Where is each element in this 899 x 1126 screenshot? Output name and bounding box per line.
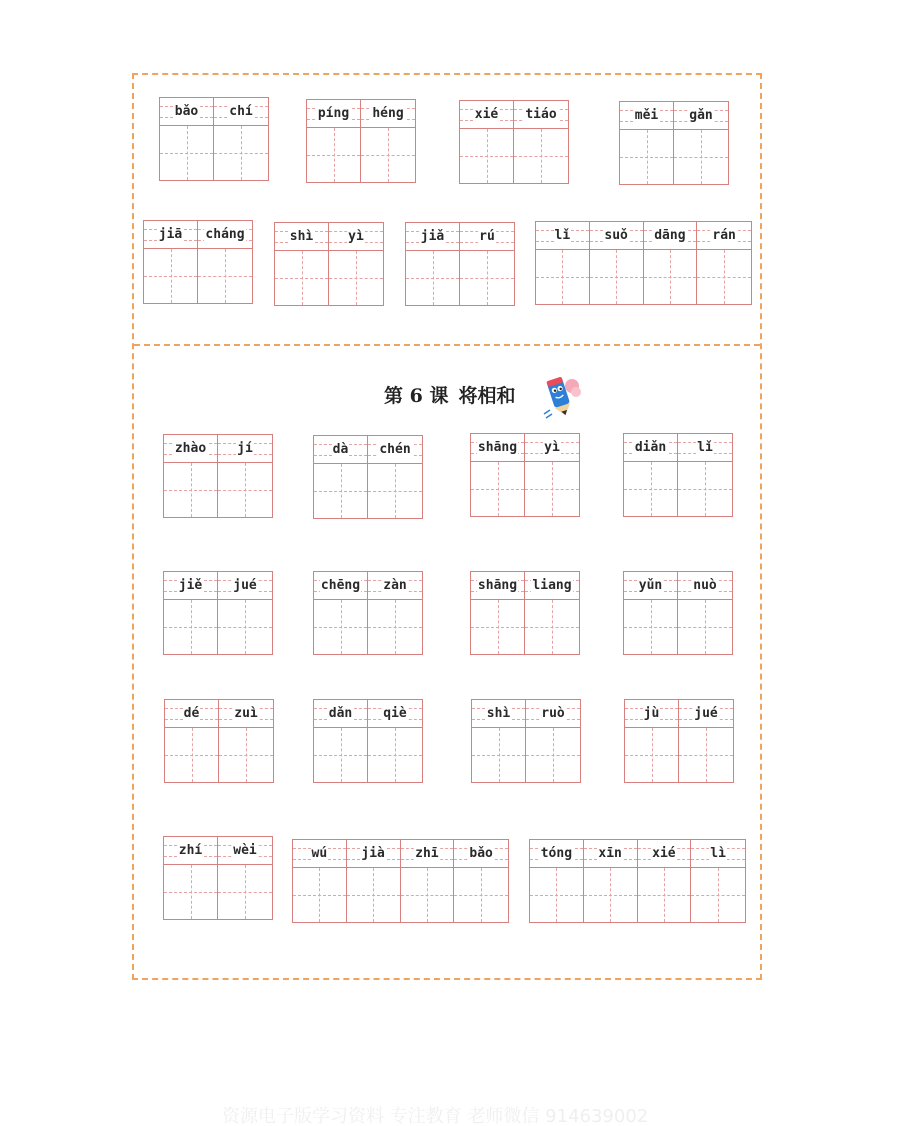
pinyin-label-row — [219, 700, 273, 728]
pinyin-label-row — [218, 837, 272, 865]
pinyin-label: dé — [183, 706, 200, 721]
writing-square[interactable] — [526, 728, 580, 782]
pinyin-label-row — [624, 434, 677, 462]
character-cell — [160, 98, 214, 180]
character-cell — [368, 572, 422, 654]
character-cell — [678, 434, 732, 516]
pinyin-label: zuì — [234, 706, 258, 721]
writing-square[interactable] — [314, 600, 367, 654]
pinyin-label-row — [530, 840, 583, 868]
character-cell — [525, 434, 579, 516]
writing-square[interactable] — [198, 249, 252, 303]
word-writing-box — [164, 699, 274, 783]
character-cell — [620, 102, 674, 184]
pinyin-label: zhí — [178, 843, 203, 858]
pinyin-label: héng — [372, 106, 404, 121]
pinyin-label: jué — [694, 706, 718, 721]
word-writing-box — [163, 571, 273, 655]
character-cell — [471, 572, 525, 654]
pinyin-label-row — [218, 435, 272, 463]
writing-square[interactable] — [368, 728, 422, 782]
character-cell — [368, 700, 422, 782]
pinyin-label: rú — [479, 229, 495, 244]
word-writing-box — [529, 839, 746, 923]
writing-square[interactable] — [471, 462, 524, 516]
pinyin-label-row — [625, 700, 678, 728]
pinyin-label-row — [164, 435, 217, 463]
writing-square[interactable] — [460, 129, 513, 183]
lesson-number: 第 6 课 — [384, 384, 449, 407]
writing-square[interactable] — [164, 865, 217, 919]
pinyin-label: tiáo — [525, 107, 557, 122]
pinyin-label-row — [472, 700, 525, 728]
writing-square[interactable] — [624, 462, 677, 516]
writing-square[interactable] — [347, 868, 400, 922]
pinyin-label-row — [361, 100, 415, 128]
character-cell — [624, 434, 678, 516]
writing-square[interactable] — [214, 126, 268, 180]
pinyin-label-row — [214, 98, 268, 126]
pinyin-label-row — [218, 572, 272, 600]
pinyin-label: jiā — [158, 227, 183, 242]
pinyin-label: chí — [229, 104, 253, 119]
character-cell — [406, 223, 460, 305]
writing-square[interactable] — [620, 130, 673, 184]
writing-square[interactable] — [644, 250, 697, 304]
character-cell — [590, 222, 644, 304]
writing-square[interactable] — [219, 728, 273, 782]
writing-square[interactable] — [536, 250, 589, 304]
character-cell — [625, 700, 679, 782]
character-cell — [347, 840, 401, 922]
pinyin-label: tóng — [540, 846, 573, 861]
character-cell — [314, 572, 368, 654]
pinyin-label: dāng — [654, 228, 686, 243]
pinyin-label: shì — [486, 706, 511, 721]
pinyin-label-row — [525, 434, 579, 462]
writing-square[interactable] — [525, 600, 579, 654]
word-writing-box — [623, 433, 733, 517]
section-divider — [134, 344, 760, 346]
word-writing-box — [471, 699, 581, 783]
character-cell — [307, 100, 361, 182]
character-cell — [514, 101, 568, 183]
writing-square[interactable] — [144, 249, 197, 303]
writing-square[interactable] — [679, 728, 733, 782]
pinyin-label: shì — [289, 229, 314, 244]
pinyin-label: jiǎ — [420, 229, 445, 244]
writing-square[interactable] — [275, 251, 328, 305]
writing-square[interactable] — [514, 129, 568, 183]
word-writing-box — [470, 571, 580, 655]
character-cell — [314, 700, 368, 782]
character-cell — [460, 101, 514, 183]
writing-square[interactable] — [406, 251, 459, 305]
writing-square[interactable] — [368, 600, 422, 654]
character-cell — [679, 700, 733, 782]
pinyin-label-row — [644, 222, 697, 250]
word-writing-box — [313, 435, 423, 519]
writing-square[interactable] — [361, 128, 415, 182]
pinyin-label: lì — [710, 846, 726, 861]
character-cell — [198, 221, 252, 303]
writing-square[interactable] — [624, 600, 677, 654]
writing-square[interactable] — [625, 728, 678, 782]
character-cell — [674, 102, 728, 184]
character-cell — [218, 572, 272, 654]
pinyin-label: dà — [332, 442, 349, 457]
writing-square[interactable] — [638, 868, 691, 922]
character-cell — [644, 222, 698, 304]
pinyin-label: suǒ — [604, 228, 628, 243]
pinyin-label: gǎn — [689, 108, 713, 123]
pinyin-label: rán — [712, 228, 736, 243]
pinyin-label-row — [160, 98, 213, 126]
character-cell — [144, 221, 198, 303]
pinyin-label-row — [536, 222, 589, 250]
writing-square[interactable] — [697, 250, 751, 304]
character-cell — [214, 98, 268, 180]
word-writing-box — [143, 220, 253, 304]
pinyin-label-row — [674, 102, 728, 130]
pinyin-label: diǎn — [634, 440, 667, 455]
pinyin-label: jià — [361, 846, 385, 861]
pinyin-label-row — [347, 840, 400, 868]
character-cell — [218, 837, 272, 919]
pinyin-label: dǎn — [328, 706, 353, 721]
writing-square[interactable] — [329, 251, 383, 305]
word-writing-box — [405, 222, 515, 306]
character-cell — [164, 435, 218, 517]
character-cell — [361, 100, 415, 182]
writing-square[interactable] — [454, 868, 508, 922]
pinyin-label-row — [144, 221, 197, 249]
pinyin-label: měi — [634, 108, 659, 123]
character-cell — [472, 700, 526, 782]
pinyin-label: zhī — [415, 846, 439, 861]
pinyin-label-row — [590, 222, 643, 250]
pencil-mascot-icon — [538, 374, 586, 420]
pinyin-label-row — [329, 223, 383, 251]
watermark: 资源电子版学习资料 专注教育 老师微信 914639002 — [222, 1106, 649, 1126]
pinyin-label: wèi — [233, 843, 257, 858]
writing-square[interactable] — [164, 463, 217, 517]
pinyin-label-row — [368, 700, 422, 728]
word-writing-box — [623, 571, 733, 655]
character-cell — [697, 222, 751, 304]
pinyin-label: chēng — [320, 578, 361, 593]
pinyin-label: xīn — [598, 846, 622, 861]
character-cell — [401, 840, 455, 922]
word-writing-box — [292, 839, 509, 923]
writing-square[interactable] — [218, 463, 272, 517]
pinyin-label-row — [164, 837, 217, 865]
writing-square[interactable] — [218, 600, 272, 654]
writing-square[interactable] — [691, 868, 745, 922]
character-cell — [638, 840, 692, 922]
pinyin-label-row — [198, 221, 252, 249]
writing-square[interactable] — [218, 865, 272, 919]
writing-square[interactable] — [164, 600, 217, 654]
pinyin-label: yì — [544, 440, 560, 455]
character-cell — [165, 700, 219, 782]
character-cell — [678, 572, 732, 654]
word-writing-box — [159, 97, 269, 181]
word-writing-box — [619, 101, 729, 185]
pinyin-label-row — [293, 840, 346, 868]
pinyin-label-row — [460, 223, 514, 251]
pinyin-label-row — [471, 572, 524, 600]
pinyin-label: lǐ — [697, 440, 713, 455]
pinyin-label: jiě — [178, 578, 203, 593]
writing-square[interactable] — [165, 728, 218, 782]
word-writing-box — [313, 699, 423, 783]
pinyin-label: jué — [233, 578, 257, 593]
pinyin-label-row — [624, 572, 677, 600]
character-cell — [584, 840, 638, 922]
pinyin-label-row — [460, 101, 513, 129]
word-writing-box — [624, 699, 734, 783]
writing-square[interactable] — [472, 728, 525, 782]
character-cell — [164, 837, 218, 919]
character-cell — [218, 435, 272, 517]
writing-square[interactable] — [530, 868, 583, 922]
pinyin-label-row — [307, 100, 360, 128]
pinyin-label: zàn — [383, 578, 407, 593]
word-writing-box — [163, 434, 273, 518]
writing-square[interactable] — [368, 464, 422, 518]
character-cell — [471, 434, 525, 516]
word-writing-box — [470, 433, 580, 517]
character-cell — [525, 572, 579, 654]
pinyin-label-row — [406, 223, 459, 251]
character-cell — [164, 572, 218, 654]
writing-square[interactable] — [674, 130, 728, 184]
pinyin-label: bǎo — [174, 104, 199, 119]
writing-square[interactable] — [678, 462, 732, 516]
writing-square[interactable] — [471, 600, 524, 654]
pinyin-label: nuò — [693, 578, 717, 593]
pinyin-label: shāng — [477, 440, 518, 455]
word-writing-box — [459, 100, 569, 184]
pinyin-label-row — [471, 434, 524, 462]
pinyin-label-row — [620, 102, 673, 130]
pinyin-label: chén — [379, 442, 411, 457]
character-cell — [536, 222, 590, 304]
pinyin-label: jù — [643, 706, 660, 721]
writing-square[interactable] — [293, 868, 346, 922]
pinyin-label-row — [275, 223, 328, 251]
pinyin-label: píng — [317, 106, 350, 121]
character-cell — [275, 223, 329, 305]
pinyin-label-row — [678, 434, 732, 462]
pinyin-label-row — [584, 840, 637, 868]
pinyin-label: bǎo — [469, 846, 493, 861]
pinyin-label-row — [697, 222, 751, 250]
character-cell — [624, 572, 678, 654]
writing-square[interactable] — [314, 464, 367, 518]
word-writing-box — [535, 221, 752, 305]
pinyin-label-row — [314, 700, 367, 728]
pinyin-label: cháng — [205, 227, 245, 242]
writing-square[interactable] — [307, 128, 360, 182]
pinyin-label-row — [164, 572, 217, 600]
character-cell — [293, 840, 347, 922]
pinyin-label-row — [678, 572, 732, 600]
writing-square[interactable] — [584, 868, 637, 922]
pinyin-label-row — [314, 436, 367, 464]
character-cell — [526, 700, 580, 782]
pinyin-label-row — [514, 101, 568, 129]
character-cell — [314, 436, 368, 518]
writing-square[interactable] — [678, 600, 732, 654]
pinyin-label-row — [165, 700, 218, 728]
pinyin-label: jí — [237, 441, 253, 456]
character-cell — [454, 840, 508, 922]
pinyin-label-row — [314, 572, 367, 600]
word-writing-box — [313, 571, 423, 655]
word-writing-box — [306, 99, 416, 183]
pinyin-label: yǔn — [638, 578, 663, 593]
pinyin-label: liang — [532, 578, 572, 593]
pinyin-label-row — [638, 840, 691, 868]
writing-square[interactable] — [160, 126, 213, 180]
character-cell — [368, 436, 422, 518]
pinyin-label: shāng — [477, 578, 518, 593]
pinyin-label-row — [401, 840, 454, 868]
pinyin-label-row — [691, 840, 745, 868]
writing-square[interactable] — [590, 250, 643, 304]
writing-square[interactable] — [401, 868, 454, 922]
lesson-name: 将相和 — [458, 384, 516, 407]
pinyin-label-row — [679, 700, 733, 728]
pinyin-label: wú — [311, 846, 328, 861]
character-cell — [530, 840, 584, 922]
pinyin-label: lǐ — [554, 228, 571, 243]
pinyin-label: xié — [652, 846, 676, 861]
character-cell — [460, 223, 514, 305]
pinyin-label-row — [525, 572, 579, 600]
pinyin-label: qiè — [383, 706, 407, 721]
pinyin-label: ruò — [541, 706, 565, 721]
pinyin-label-row — [368, 572, 422, 600]
writing-square[interactable] — [460, 251, 514, 305]
word-writing-box — [163, 836, 273, 920]
pinyin-label: zhào — [174, 441, 207, 456]
character-cell — [329, 223, 383, 305]
character-cell — [691, 840, 745, 922]
pinyin-label-row — [454, 840, 508, 868]
word-writing-box — [274, 222, 384, 306]
writing-square[interactable] — [314, 728, 367, 782]
writing-square[interactable] — [525, 462, 579, 516]
pinyin-label: yì — [348, 229, 364, 244]
pinyin-label: xié — [474, 107, 499, 122]
pinyin-label-row — [368, 436, 422, 464]
pinyin-label-row — [526, 700, 580, 728]
lesson-title — [384, 380, 515, 408]
character-cell — [219, 700, 273, 782]
